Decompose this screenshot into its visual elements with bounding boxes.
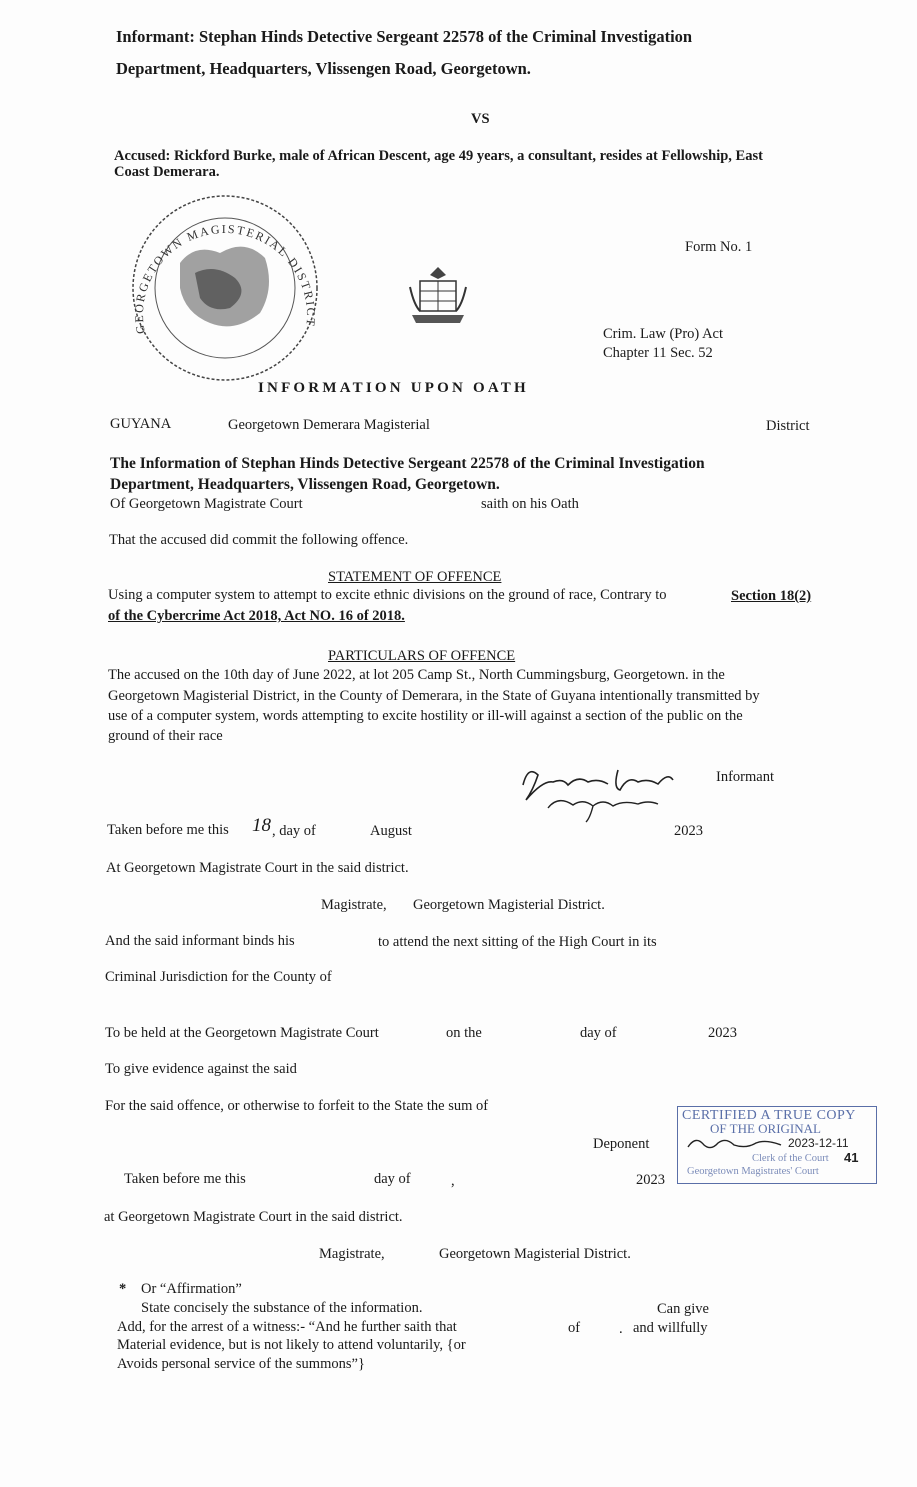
taken-before-1: Taken before me this [107,822,229,838]
accused-line-2: Coast Demerara. [114,164,220,180]
footnote-dot: . [619,1321,623,1337]
seal-text: GEORGETOWN MAGISTERIAL DISTRICT [131,221,319,335]
certified-copy-stamp [677,1106,877,1184]
footnote-add-2: Material evidence, but is not likely to attend voluntarily, {or [117,1337,466,1353]
informant-label: Informant [716,769,774,785]
deponent-label: Deponent [593,1136,650,1152]
accused-line-1: Accused: Rickford Burke, male of African Descent, age 49 years, a consultant, resides at Fellowship, East [114,148,763,164]
act-line-2: Chapter 11 Sec. 52 [603,345,713,361]
magistrate-district-2: Georgetown Magisterial District. [439,1246,631,1262]
stamp-court: Georgetown Magistrates' Court [687,1166,819,1177]
held-year: 2023 [708,1025,737,1041]
stamp-line-1: CERTIFIED A TRUE COPY [682,1108,856,1123]
held-day-of: day of [580,1025,617,1041]
statement-line-1: Using a computer system to attempt to excite ethnic divisions on the ground of race, Contrary to [108,587,667,603]
at-court-2: at Georgetown Magistrate Court in the said district. [104,1209,403,1225]
binds-right: to attend the next sitting of the High Court in its [378,934,657,950]
clerk-signature [686,1135,786,1155]
taken-dayof-1: , day of [272,823,316,839]
coat-of-arms-icon [408,265,468,327]
stamp-number: 41 [844,1150,859,1165]
particulars-line: Georgetown Magisterial District, in the County of Demerara, in the State of Guyana intentionally transmitted by [108,688,760,704]
magistrate-district-1: Georgetown Magisterial District. [413,897,605,913]
magistrate-label-2: Magistrate, [319,1246,385,1262]
stamp-date: 2023-12-11 [788,1136,849,1150]
footnote-state: State concisely the substance of the information. [141,1300,423,1316]
footnote-willfully: and willfully [633,1320,708,1336]
statement-heading: STATEMENT OF OFFENCE [328,569,502,585]
taken-dayof-2: day of [374,1171,411,1187]
court-seal-icon [125,193,325,383]
taken-month-1: August [370,823,412,839]
binds-left: And the said informant binds his [105,933,295,949]
particulars-heading: PARTICULARS OF OFFENCE [328,648,516,664]
versus: VS [471,111,490,127]
magistrate-label-1: Magistrate, [321,897,387,913]
country: GUYANA [110,416,172,432]
information-line-2: Department, Headquarters, Vlissengen Road, Georgetown. [110,476,500,493]
taken-year-1: 2023 [674,823,703,839]
information-of: Of Georgetown Magistrate Court [110,496,303,512]
saith-on-oath: saith on his Oath [481,496,579,512]
taken-day-1: 18 [252,815,271,836]
stamp-line-2: OF THE ORIGINAL [710,1121,821,1136]
held-on-the: on the [446,1025,482,1041]
footnote-star: * [119,1281,127,1297]
forfeit: For the said offence, or otherwise to forfeit to the State the sum of [105,1098,489,1114]
footnote-can-give: Can give [657,1301,709,1317]
particulars-line: ground of their race [108,728,223,744]
give-evidence: To give evidence against the said [105,1061,297,1077]
informant-line-2: Department, Headquarters, Vlissengen Road, Georgetown. [116,59,531,78]
district-label: District [766,418,810,434]
footnote-add-3: Avoids personal service of the summons”} [117,1356,365,1372]
document-title: INFORMATION UPON OATH [258,380,529,396]
at-court-1: At Georgetown Magistrate Court in the said district. [106,860,409,876]
stamp-clerk: Clerk of the Court [752,1153,829,1164]
statement-section-ref: Section 18(2) [731,588,812,604]
held-at: To be held at the Georgetown Magistrate Court [105,1025,379,1041]
footnote-affirmation: Or “Affirmation” [141,1281,242,1297]
offence-intro: That the accused did commit the following offence. [109,532,409,548]
taken-comma-2: , [451,1173,455,1189]
statement-line-2: of the Cybercrime Act 2018, Act NO. 16 of 2018. [108,608,405,624]
particulars-line: use of a computer system, words attempting to excite hostility or ill-will against a section of the public on the [108,708,743,724]
footnote-of: of [568,1320,581,1336]
informant-signature [518,760,688,820]
taken-year-2: 2023 [636,1172,665,1188]
criminal-jurisdiction: Criminal Jurisdiction for the County of [105,969,332,985]
taken-before-2: Taken before me this [124,1171,246,1187]
information-line-1: The Information of Stephan Hinds Detective Sergeant 22578 of the Criminal Investigation [110,455,705,472]
particulars-line: The accused on the 10th day of June 2022, at lot 205 Camp St., North Cummingsburg, Georgetown. in the [108,667,725,683]
act-line-1: Crim. Law (Pro) Act [603,326,724,342]
form-number: Form No. 1 [685,239,753,255]
footnote-add-1: Add, for the arrest of a witness:- “And he further saith that [117,1319,457,1335]
court-name: Georgetown Demerara Magisterial [228,417,430,433]
informant-line-1: Informant: Stephan Hinds Detective Sergeant 22578 of the Criminal Investigation [116,27,693,46]
